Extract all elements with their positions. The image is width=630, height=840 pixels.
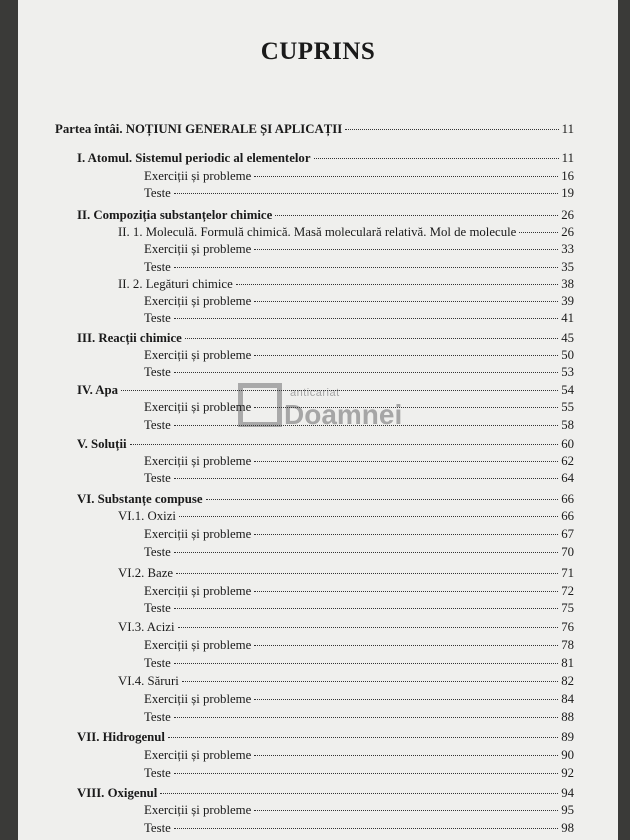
watermark-line1: anticariat — [290, 387, 340, 399]
toc-entry-page: 88 — [561, 710, 574, 724]
toc-entry-page: 19 — [561, 186, 574, 200]
toc-entry-title: Exerciții și probleme — [144, 584, 252, 598]
toc-entry — [77, 437, 574, 452]
toc-entry-page: 66 — [561, 509, 574, 523]
dot-leader — [121, 390, 558, 391]
toc-entry-title: Teste — [144, 311, 171, 325]
dot-leader — [236, 284, 558, 285]
toc-entry-title: VII. Hidrogenul — [77, 730, 165, 744]
dot-leader — [160, 793, 558, 794]
toc-entry-title: VI. Substanțe compuse — [77, 492, 203, 506]
toc-entry-page: 11 — [561, 151, 574, 165]
toc-entry — [77, 492, 574, 507]
toc-entry-page: 60 — [561, 437, 574, 451]
toc-entry-title: Teste — [144, 656, 171, 670]
toc-entry — [77, 151, 574, 166]
dot-leader — [174, 663, 558, 664]
toc-entry — [144, 365, 574, 380]
toc-entry-title: II. 2. Legături chimice — [118, 277, 233, 291]
dot-leader — [254, 534, 558, 535]
toc-entry-page: 66 — [561, 492, 574, 506]
toc-entry-page: 16 — [561, 169, 574, 183]
toc-entry — [77, 331, 574, 346]
page-title: CUPRINS — [260, 38, 376, 65]
toc-entry-title: Teste — [144, 260, 171, 274]
dot-leader — [345, 129, 558, 130]
dot-leader — [254, 699, 558, 700]
toc-entry — [118, 674, 574, 689]
toc-entry-title: Exerciții și probleme — [144, 638, 252, 652]
toc-entry-title: VIII. Oxigenul — [77, 786, 158, 800]
toc-entry-title: VI.2. Baze — [118, 566, 174, 580]
dot-leader — [174, 552, 558, 553]
toc-entry-title: Exerciții și probleme — [144, 748, 252, 762]
toc-entry-title: III. Reacții chimice — [77, 331, 182, 345]
toc-entry-page: 35 — [561, 260, 574, 274]
toc-entry — [144, 186, 574, 201]
toc-entry-page: 90 — [561, 748, 574, 762]
dot-leader — [254, 176, 558, 177]
toc-entry — [144, 294, 574, 309]
dot-leader — [314, 158, 559, 159]
toc-entry-page: 55 — [561, 400, 574, 414]
toc-entry-page: 84 — [561, 692, 574, 706]
dot-leader — [254, 355, 558, 356]
toc-entry-title: Exerciții și probleme — [144, 294, 252, 308]
toc-entry-page: 82 — [561, 674, 574, 688]
toc-entry-page: 98 — [561, 821, 574, 835]
toc-entry-title: Partea întâi. NOȚIUNI GENERALE ȘI APLICAȚII — [55, 122, 343, 136]
toc-entry — [77, 383, 574, 398]
dot-leader — [254, 810, 558, 811]
dot-leader — [254, 645, 558, 646]
toc-entry — [144, 454, 574, 469]
dot-leader — [275, 215, 558, 216]
toc-entry-title: Teste — [144, 545, 171, 559]
toc-entry-title: II. 1. Moleculă. Formulă chimică. Masă moleculară relativă. Mol de molecule — [118, 225, 517, 239]
toc-entry — [118, 620, 574, 635]
toc-entry-title: Exerciții și probleme — [144, 454, 252, 468]
toc-entry-title: Exerciții și probleme — [144, 527, 252, 541]
dot-leader — [174, 773, 558, 774]
toc-entry-page: 75 — [561, 601, 574, 615]
toc-entry — [144, 821, 574, 836]
dot-leader — [254, 301, 558, 302]
dot-leader — [174, 828, 558, 829]
dot-leader — [174, 372, 558, 373]
dot-leader — [176, 573, 558, 574]
toc-entry — [144, 400, 574, 415]
toc-entry — [144, 656, 574, 671]
dot-leader — [178, 627, 559, 628]
toc-entry-page: 33 — [561, 242, 574, 256]
dot-leader — [174, 608, 558, 609]
toc-entry-page: 78 — [561, 638, 574, 652]
toc-entry-page: 62 — [561, 454, 574, 468]
toc-entry-page: 39 — [561, 294, 574, 308]
toc-entry — [144, 638, 574, 653]
toc-entry — [77, 786, 574, 801]
toc-entry — [144, 710, 574, 725]
dot-leader — [168, 737, 558, 738]
toc-entry-page: 50 — [561, 348, 574, 362]
toc-entry — [144, 601, 574, 616]
toc-entry-page: 95 — [561, 803, 574, 817]
toc-entry-page: 41 — [561, 311, 574, 325]
toc-entry-page: 64 — [561, 471, 574, 485]
toc-entry-title: Exerciții și probleme — [144, 169, 252, 183]
toc-entry-page: 76 — [561, 620, 574, 634]
dot-leader — [254, 755, 558, 756]
dot-leader — [254, 407, 558, 408]
toc-entry-page: 89 — [561, 730, 574, 744]
toc-entry-title: Teste — [144, 418, 171, 432]
dot-leader — [174, 193, 558, 194]
toc-entry — [144, 348, 574, 363]
toc-entry-title: Teste — [144, 821, 171, 835]
toc-entry-title: IV. Apa — [77, 383, 119, 397]
toc-entry-title: I. Atomul. Sistemul periodic al elementelor — [77, 151, 311, 165]
toc-entry-title: Teste — [144, 766, 171, 780]
dot-leader — [185, 338, 558, 339]
toc-entry-page: 81 — [561, 656, 574, 670]
toc-entry-title: Teste — [144, 471, 171, 485]
toc-entry — [118, 225, 574, 240]
toc-entry-title: Exerciții și probleme — [144, 400, 252, 414]
toc-entry — [144, 169, 574, 184]
toc-entry-title: V. Soluții — [77, 437, 127, 451]
toc-entry-title: Exerciții și probleme — [144, 348, 252, 362]
toc-entry-title: Teste — [144, 710, 171, 724]
toc-entry-page: 92 — [561, 766, 574, 780]
toc-entry-page: 11 — [561, 122, 574, 136]
dot-leader — [174, 717, 558, 718]
dot-leader — [174, 318, 558, 319]
toc-entry-title: Exerciții și probleme — [144, 242, 252, 256]
toc-entry — [144, 311, 574, 326]
toc-entry-page: 38 — [561, 277, 574, 291]
watermark-line2: Doamnei — [284, 399, 403, 430]
toc-entry — [144, 242, 574, 257]
toc-entry — [144, 766, 574, 781]
toc-entry-title: Exerciții și probleme — [144, 803, 252, 817]
toc-entry-page: 67 — [561, 527, 574, 541]
toc-entry-page: 94 — [561, 786, 574, 800]
toc-entry — [144, 803, 574, 818]
dot-leader — [254, 461, 558, 462]
toc-entry-page: 54 — [561, 383, 574, 397]
toc-entry — [144, 527, 574, 542]
toc-entry — [144, 418, 574, 433]
toc-entry-title: VI.4. Săruri — [118, 674, 179, 688]
toc-entry — [144, 748, 574, 763]
toc-entry-page: 45 — [561, 331, 574, 345]
toc-entry — [144, 545, 574, 560]
toc-entry — [144, 584, 574, 599]
dot-leader — [519, 232, 558, 233]
toc-entry-title: Teste — [144, 186, 171, 200]
toc-entry-page: 71 — [561, 566, 574, 580]
toc-entry-title: Exerciții și probleme — [144, 692, 252, 706]
toc-entry-page: 72 — [561, 584, 574, 598]
toc-entry-page: 58 — [561, 418, 574, 432]
dot-leader — [182, 681, 558, 682]
dot-leader — [130, 444, 559, 445]
dot-leader — [174, 478, 558, 479]
toc-entry — [144, 260, 574, 275]
toc-entry — [144, 692, 574, 707]
toc-entry-title: Teste — [144, 601, 171, 615]
dot-leader — [174, 425, 558, 426]
toc-entry-title: II. Compoziția substanțelor chimice — [77, 208, 273, 222]
dot-leader — [179, 516, 558, 517]
book-page — [18, 0, 618, 840]
toc-entry — [118, 277, 574, 292]
toc-entry — [77, 208, 574, 223]
toc-entry-page: 70 — [561, 545, 574, 559]
toc-entry — [118, 509, 574, 524]
toc-entry — [144, 471, 574, 486]
toc-entry-page: 53 — [561, 365, 574, 379]
toc-entry-page: 26 — [561, 225, 574, 239]
toc-entry-title: Teste — [144, 365, 171, 379]
toc-entry — [118, 566, 574, 581]
dot-leader — [254, 249, 558, 250]
toc-entry-title: VI.3. Acizi — [118, 620, 175, 634]
dot-leader — [174, 267, 558, 268]
dot-leader — [206, 499, 559, 500]
toc-entry-page: 26 — [561, 208, 574, 222]
toc-entry — [55, 122, 574, 137]
toc-entry — [77, 730, 574, 745]
dot-leader — [254, 591, 558, 592]
toc-entry-title: VI.1. Oxizi — [118, 509, 176, 523]
